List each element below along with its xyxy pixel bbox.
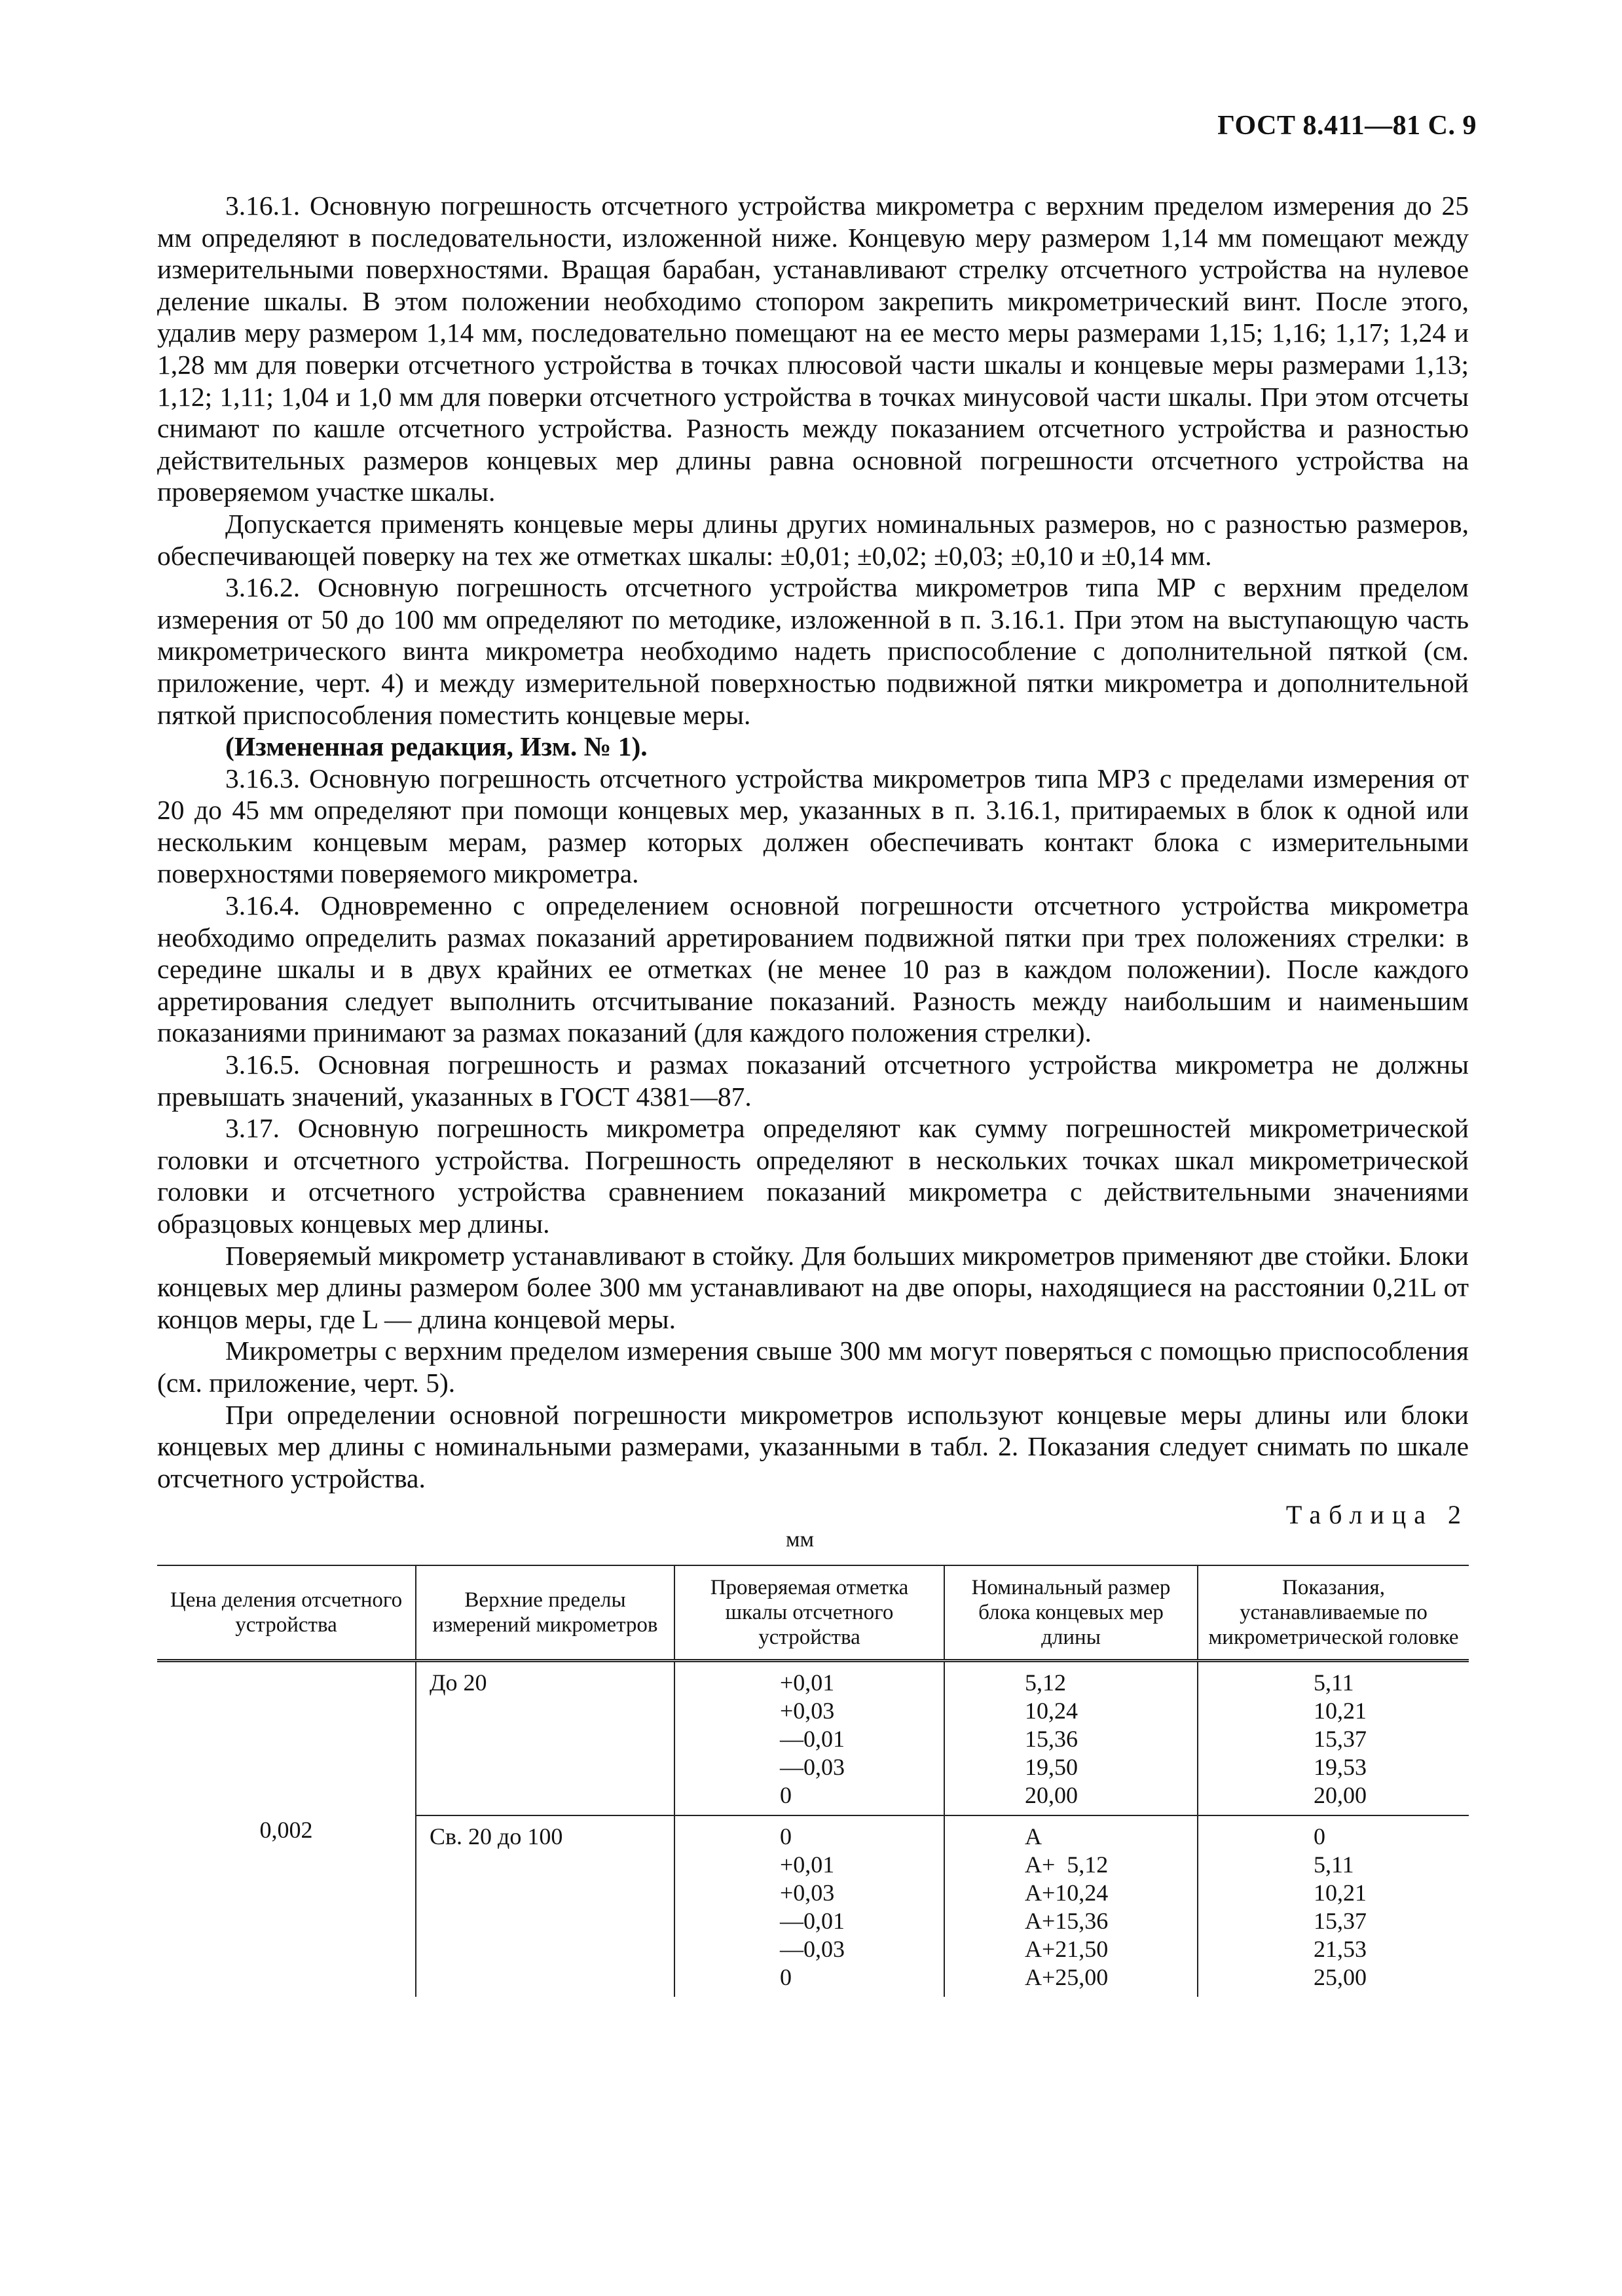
size-value: А+10,24 xyxy=(1025,1880,1109,1906)
reading-value: 25,00 xyxy=(1314,1964,1367,1990)
mark-value: +0,03 xyxy=(780,1880,835,1906)
paragraph-gauge-blocks: При определении основной погрешности микрометров используют концевые меры длины или блоки концевых мер длины с номинальными размерами, указанными в табл. 2. Показания следует снимать по шкале отсчетного устройства. xyxy=(157,1399,1469,1493)
reading-value: 0 xyxy=(1314,1823,1325,1850)
mark-value: 0 xyxy=(780,1782,792,1808)
mark-value: —0,03 xyxy=(780,1936,845,1962)
paragraph-3-17: 3.17. Основную погрешность микрометра определяют как сумму погрешностей микрометрической головки и отсчетного устройства. Погрешность определяют в нескольких точках шкал микрометрической головки и отсчетного устройства сравнением показаний микрометра с действительными значениями образцовых концевых мер длины. xyxy=(157,1113,1469,1239)
sizes-cell xyxy=(944,1661,1198,1816)
paragraph-amendment: (Измененная редакция, Изм. № 1). xyxy=(225,731,648,762)
upper-limit-cell: Св. 20 до 100 xyxy=(416,1815,674,1997)
reading-value: 10,21 xyxy=(1314,1880,1367,1906)
size-value: 20,00 xyxy=(1025,1782,1078,1808)
reading-value: 5,11 xyxy=(1314,1851,1354,1878)
size-value: 10,24 xyxy=(1025,1698,1078,1724)
mark-value: +0,03 xyxy=(780,1698,835,1724)
reading-value: 10,21 xyxy=(1314,1698,1367,1724)
table-row xyxy=(157,1661,1469,1816)
size-value: А xyxy=(1025,1823,1042,1850)
mark-value: +0,01 xyxy=(780,1669,835,1696)
sizes-cell xyxy=(944,1815,1198,1997)
size-value: 5,12 xyxy=(1025,1669,1066,1696)
upper-limit-cell: До 20 xyxy=(416,1661,674,1816)
header-readings: Показания, устанавливаемые по микрометрической головке xyxy=(1198,1565,1469,1661)
mark-value: +0,01 xyxy=(780,1851,835,1878)
reading-value: 21,53 xyxy=(1314,1936,1367,1962)
division-value: 0,002 xyxy=(259,1817,313,1843)
reading-value: 15,37 xyxy=(1314,1726,1367,1752)
marks-cell xyxy=(674,1661,944,1816)
reading-value: 19,53 xyxy=(1314,1754,1367,1780)
readings-cell xyxy=(1198,1661,1469,1816)
header-division: Цена деления отсчетного устройства xyxy=(170,1588,403,1637)
size-value: А+15,36 xyxy=(1025,1908,1109,1934)
reading-value: 15,37 xyxy=(1314,1908,1367,1934)
readings-cell xyxy=(1198,1815,1469,1997)
size-value: А+25,00 xyxy=(1025,1964,1109,1990)
size-value: А+ 5,12 xyxy=(1025,1851,1109,1878)
marks-cell xyxy=(674,1815,944,1997)
paragraph-3-16-2: 3.16.2. Основную погрешность отсчетного устройства микрометров типа МР с верхним пределом измерения от 50 до 100 мм определяют по методике, изложенной в п. 3.16.1. При этом на выступающую часть микрометрического винта микрометра необходимо надеть приспособление с дополнительной пяткой (см. приложение, черт. 4) и между измерительной поверхностью подвижной пятки микрометра и дополнительной пяткой приспособления поместить концевые меры. xyxy=(157,572,1469,730)
paragraph-3-16-4: 3.16.4. Одновременно с определением основной погрешности отсчетного устройства микрометра необходимо определить размах показаний арретированием подвижной пятки при трех положениях стрелки: в середине шкалы и в двух крайних ее отметках (не менее 10 раз в каждом положении). После каждого арретирования следует выполнить отсчитывание показаний. Разность между наибольшим и наименьшим показаниями принимают за размах показаний (для каждого положения стрелки). xyxy=(157,890,1469,1048)
mark-value: 0 xyxy=(780,1964,792,1990)
size-value: А+21,50 xyxy=(1025,1936,1109,1962)
header-block-size: Номинальный размер блока концевых мер длины xyxy=(944,1565,1198,1661)
paragraph-3-16-5: 3.16.5. Основная погрешность и размах показаний отсчетного устройства микрометра не должны превышать значений, указанных в ГОСТ 4381—87. xyxy=(157,1049,1469,1112)
header-upper-limits: Верхние пределы измерений микрометров xyxy=(416,1565,674,1661)
mark-value: 0 xyxy=(780,1823,792,1850)
reading-value: 20,00 xyxy=(1314,1782,1367,1808)
table-header-row xyxy=(157,1565,1469,1661)
size-value: 19,50 xyxy=(1025,1754,1078,1780)
paragraph-allowance: Допускается применять концевые меры длины других номинальных размеров, но с разностью размеров, обеспечивающей поверку на тех же отметках шкалы: ±0,01; ±0,02; ±0,03; ±0,10 и ±0,14 мм. xyxy=(157,508,1469,571)
document-body xyxy=(157,190,1469,1494)
table-caption: Таблица 2 xyxy=(1285,1500,1469,1529)
paragraph-stand: Поверяемый микрометр устанавливают в стойку. Для больших микрометров применяют две стойки. Блоки концевых мер длины размером более 300 мм устанавливают на две опоры, находящиеся на расстоянии 0,21L от концов меры, где L — длина концевой меры. xyxy=(157,1240,1469,1334)
paragraph-3-16-1: 3.16.1. Основную погрешность отсчетного устройства микрометра с верхним пределом измерения до 25 мм определяют в последовательности, изложенной ниже. Концевую меру размером 1,14 мм помещают между измерительными поверхностями. Вращая барабан, устанавливают стрелку отсчетного устройства на нулевое деление шкалы. В этом положении необходимо стопором закрепить микрометрический винт. После этого, удалив меру размером 1,14 мм, последовательно помещают на ее место меры размерами 1,15; 1,16; 1,17; 1,24 и 1,28 мм для поверки отсчетного устройства в точках плюсовой части шкалы и концевые меры размерами 1,13; 1,12; 1,11; 1,04 и 1,0 мм для поверки отсчетного устройства в точках минусовой части шкалы. При этом отсчеты снимают по кашле отсчетного устройства. Разность между показанием отсчетного устройства и разностью действительных размеров концевых мер длины равна основной погрешности отсчетного устройства на проверяемом участке шкалы. xyxy=(157,191,1469,507)
table-2 xyxy=(157,1565,1469,1997)
table-units: мм xyxy=(786,1527,815,1552)
paragraph-large-micrometers: Микрометры с верхним пределом измерения свыше 300 мм могут поверяться с помощью приспособления (см. приложение, черт. 5). xyxy=(157,1336,1469,1398)
size-value: 15,36 xyxy=(1025,1726,1078,1752)
header-checked-mark: Проверяемая отметка шкалы отсчетного устройства xyxy=(674,1565,944,1661)
mark-value: —0,01 xyxy=(780,1726,845,1752)
reading-value: 5,11 xyxy=(1314,1669,1354,1696)
mark-value: —0,03 xyxy=(780,1754,845,1780)
paragraph-3-16-3: 3.16.3. Основную погрешность отсчетного устройства микрометров типа МРЗ с пределами измерения от 20 до 45 мм определяют при помощи концевых мер, указанных в п. 3.16.1, притираемых в блок к одной или нескольким концевым мерам, размер которых должен обеспечивать контакт блока с измерительными поверхностями поверяемого микрометра. xyxy=(157,763,1469,889)
page-header: ГОСТ 8.411—81 С. 9 xyxy=(1217,111,1477,141)
mark-value: —0,01 xyxy=(780,1908,845,1934)
